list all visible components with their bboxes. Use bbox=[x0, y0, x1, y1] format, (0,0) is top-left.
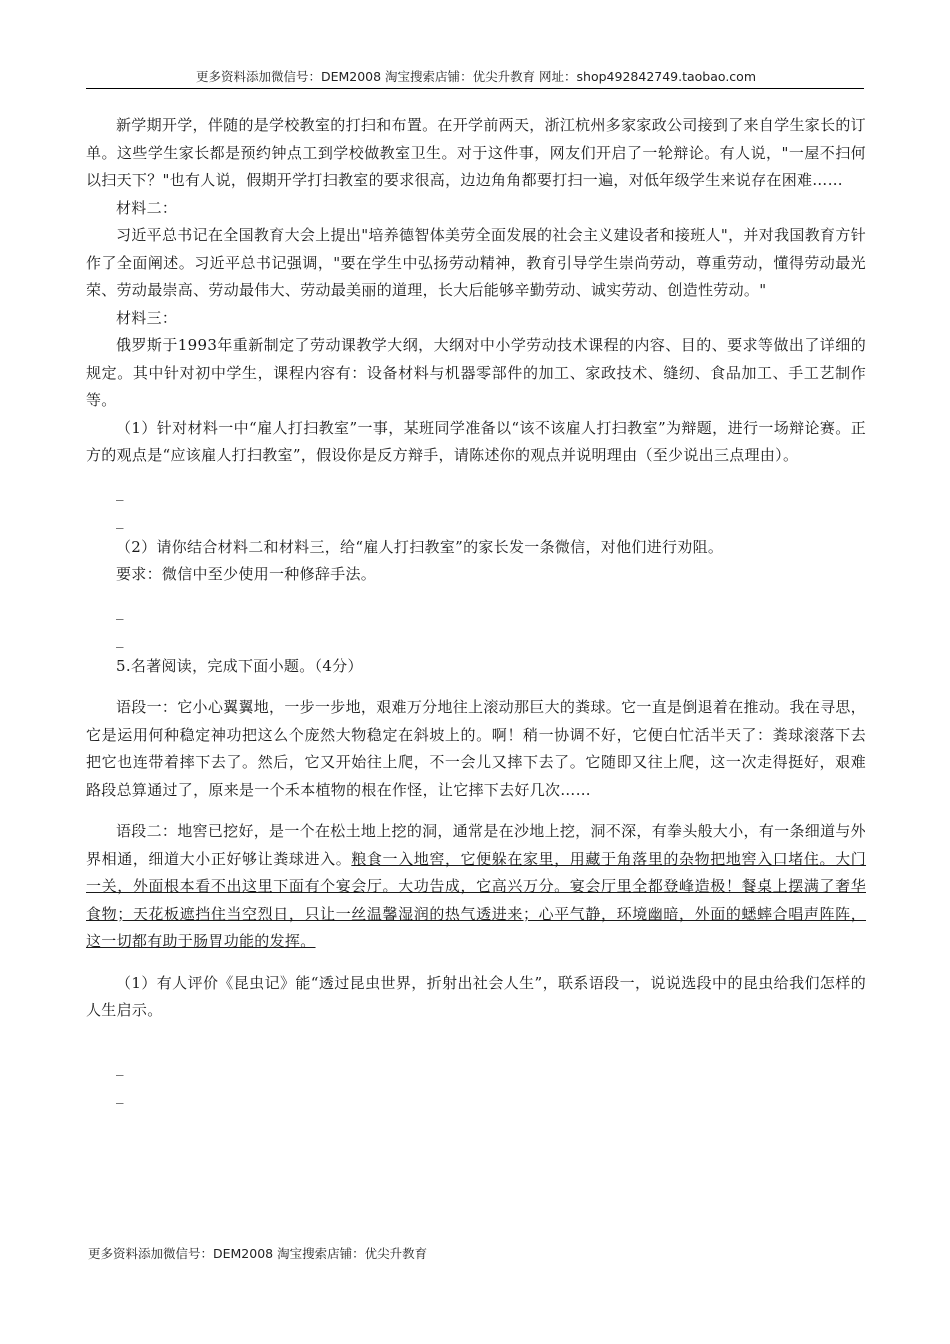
section-5-question-1: （1）有人评价《昆虫记》能“透过昆虫世界，折射出社会人生”，联系语段一，说说选段中的昆虫给我们怎样的人生启示。 bbox=[86, 973, 866, 1019]
answer-blank[interactable]: _ bbox=[116, 482, 124, 501]
passage-2 bbox=[86, 818, 866, 956]
answer-blank[interactable]: _ bbox=[116, 629, 124, 648]
question-1: （1）针对材料一中“雇人打扫教室”一事，某班同学准备以“该不该雇人打扫教室”为辩题，进行一场辩论赛。正方的观点是“应该雇人打扫教室”，假设你是反方辩手，请陈述你的观点并说明理由（至少说出三点理由）。 bbox=[86, 418, 866, 464]
document-body bbox=[86, 112, 866, 1109]
material3-paragraph: 俄罗斯于1993年重新制定了劳动课教学大纲，大纲对中小学劳动技术课程的内容、目的、要求等做出了详细的规定。其中针对初中学生，课程内容有：设备材料与机器零部件的加工、家政技术、缝纫、食品加工、手工艺制作等。 bbox=[86, 336, 866, 409]
answer-blank[interactable]: _ bbox=[116, 510, 124, 529]
question-2: （2）请你结合材料二和材料三，给“雇人打扫教室”的家长发一条微信，对他们进行劝阻。 bbox=[116, 537, 724, 556]
passage-1: 语段一：它小心翼翼地，一步一步地，艰难万分地往上滚动那巨大的粪球。它一直是倒退着在推动。我在寻思，它是运用何种稳定神功把这么个庞然大物稳定在斜坡上的。啊！稍一协调不好，它便白忙活半天了：粪球滚落下去把它也连带着摔下去了。然后，它又开始往上爬，不一会儿又摔下去了。它随即又往上爬，这一次走得挺好，艰难路段总算通过了，原来是一个禾本植物的根在作怪，让它摔下去好几次…… bbox=[86, 698, 866, 799]
material1-paragraph: 新学期开学，伴随的是学校教室的打扫和布置。在开学前两天，浙江杭州多家家政公司接到了来自学生家长的订单。这些学生家长都是预约钟点工到学校做教室卫生。对于这件事，网友们开启了一轮辩论。有人说，"一屋不扫何以扫天下？"也有人说，假期开学打扫教室的要求很高，边边角角都要打扫一遍，对低年级学生来说存在困难…… bbox=[86, 116, 866, 189]
page-footer: 更多资料添加微信号：DEM2008 淘宝搜索店铺：优尖升教育 bbox=[88, 1246, 428, 1261]
page-header: 更多资料添加微信号：DEM2008 淘宝搜索店铺：优尖升教育 网址：shop492842749.taobao.com bbox=[195, 69, 757, 84]
material2-label: 材料二： bbox=[116, 198, 178, 217]
passage-2-text: 语段二：地窖已挖好，是一个在松土地上挖的洞，通常是在沙地上挖，洞不深，有拳头般大小，有一条细道与外界相通，细道大小正好够让粪球进入。 bbox=[86, 822, 866, 868]
answer-blank[interactable]: _ bbox=[116, 601, 124, 620]
section-5-title: 5.名著阅读，完成下面小题。（4分） bbox=[116, 656, 363, 675]
answer-blank[interactable]: _ bbox=[116, 1057, 124, 1076]
passage-2-underlined-text: 粮食一入地窖，它便躲在家里，用藏于角落里的杂物把地窖入口堵住。大门一关，外面根本看不出这里下面有个宴会厅。大功告成，它高兴万分。宴会厅里全都登峰造极！餐桌上摆满了奢华食物；天花板遮挡住当空烈日，只让一丝温馨湿润的热气透进来；心平气静，环境幽暗，外面的蟋蟀合唱声阵阵，这一切都有助于肠胃功能的发挥。 bbox=[86, 849, 867, 950]
material2-paragraph: 习近平总书记在全国教育大会上提出"培养德智体美劳全面发展的社会主义建设者和接班人"，并对我国教育方针作了全面阐述。习近平总书记强调，"要在学生中弘扬劳动精神，教育引导学生崇尚劳动，尊重劳动，懂得劳动最光荣、劳动最崇高、劳动最伟大、劳动最美丽的道理，长大后能够辛勤劳动、诚实劳动、创造性劳动。" bbox=[86, 226, 866, 299]
header-divider bbox=[86, 88, 864, 89]
answer-blank[interactable]: _ bbox=[116, 1085, 124, 1104]
material3-label: 材料三： bbox=[116, 308, 178, 327]
question-2-requirement: 要求：微信中至少使用一种修辞手法。 bbox=[116, 565, 377, 583]
